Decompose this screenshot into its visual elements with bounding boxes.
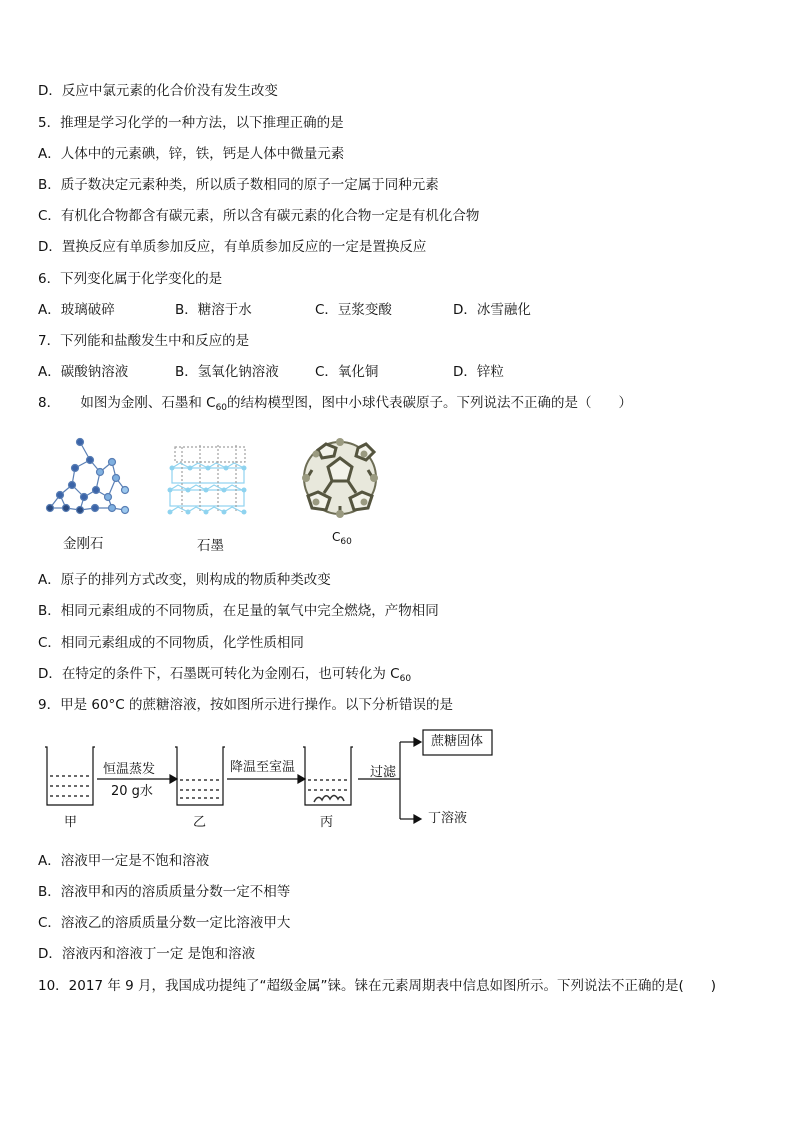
diamond-structure-image <box>47 439 129 514</box>
q7-option-c: C．氧化铜 <box>315 364 379 380</box>
c60-structure-image <box>302 438 378 518</box>
q7-option-a: A．碳酸钠溶液 <box>38 364 129 380</box>
q8-option-b: B．相同元素组成的不同物质，在足量的氧气中完全燃烧，产物相同 <box>38 603 439 619</box>
q4-option-d: D．反应中氯元素的化合价没有发生改变 <box>38 83 278 99</box>
q6-stem: 6．下列变化属于化学变化的是 <box>38 271 223 287</box>
step1-label-top: 恒温蒸发 <box>103 762 156 777</box>
q9-option-c: C．溶液乙的溶质质量分数一定比溶液甲大 <box>38 915 291 931</box>
q7-option-d: D．锌粒 <box>453 364 504 380</box>
product-solid-label: 蔗糖固体 <box>431 734 484 749</box>
q6-option-d: D．冰雪融化 <box>453 302 531 318</box>
step2-label: 降温至室温 <box>230 760 296 775</box>
beaker-yi <box>175 747 225 805</box>
beaker-label-jia: 甲 <box>64 815 78 830</box>
q5-option-a: A．人体中的元素碘，锌，铁，钙是人体中微量元素 <box>38 146 345 162</box>
caption-diamond: 金刚石 <box>63 536 104 552</box>
q5-stem: 5．推理是学习化学的一种方法，以下推理正确的是 <box>38 115 344 131</box>
q5-option-d: D．置换反应有单质参加反应，有单质参加反应的一定是置换反应 <box>38 239 427 255</box>
q5-option-b: B．质子数决定元素种类，所以质子数相同的原子一定属于同种元素 <box>38 177 439 193</box>
q8-option-c: C．相同元素组成的不同物质，化学性质相同 <box>38 635 304 651</box>
product-liquid-label: 丁溶液 <box>428 811 468 826</box>
caption-graphite: 石墨 <box>197 538 224 554</box>
beaker-jia <box>45 747 95 805</box>
step3-label: 过滤 <box>370 765 397 780</box>
q8-stem: 8． 如图为金刚、石墨和 $C_{60}$的结构模型图，图中小球代表碳原子。下列说法不正确的是（ ） <box>38 395 633 413</box>
q8-option-a: A．原子的排列方式改变，则构成的物质种类改变 <box>38 572 331 588</box>
q7-stem: 7．下列能和盐酸发生中和反应的是 <box>38 333 250 349</box>
beaker-bing <box>303 747 353 805</box>
q9-stem: 9．甲是 60°C 的蔗糖溶液，按如图所示进行操作。以下分析错误的是 <box>38 697 454 713</box>
q10-stem: 10．2017 年 9 月，我国成功提纯了“超级金属”铼。铼在元素周期表中信息如图所示。下列说法不正确的是( ) <box>38 978 717 994</box>
q9-option-b: B．溶液甲和丙的溶质质量分数一定不相等 <box>38 884 291 900</box>
q6-option-c: C．豆浆变酸 <box>315 302 392 318</box>
step1-label-bottom: 20 g水 <box>111 784 153 799</box>
q9-option-d: D．溶液丙和溶液丁一定 是饱和溶液 <box>38 946 256 962</box>
q7-option-b: B．氢氧化钠溶液 <box>175 364 279 380</box>
q8-option-d: D．在特定的条件下，石墨既可转化为金刚石，也可转化为 $C_{60}$ <box>38 666 412 684</box>
q5-option-c: C．有机化合物都含有碳元素，所以含有碳元素的化合物一定是有机化合物 <box>38 208 480 224</box>
beaker-label-yi: 乙 <box>193 815 207 830</box>
q6-option-b: B．糖溶于水 <box>175 302 252 318</box>
q6-option-a: A．玻璃破碎 <box>38 302 115 318</box>
q9-option-a: A．溶液甲一定是不饱和溶液 <box>38 853 210 869</box>
graphite-structure-image <box>170 445 245 512</box>
beaker-label-bing: 丙 <box>320 815 334 830</box>
caption-c60: $C_{60}$ <box>332 530 352 547</box>
